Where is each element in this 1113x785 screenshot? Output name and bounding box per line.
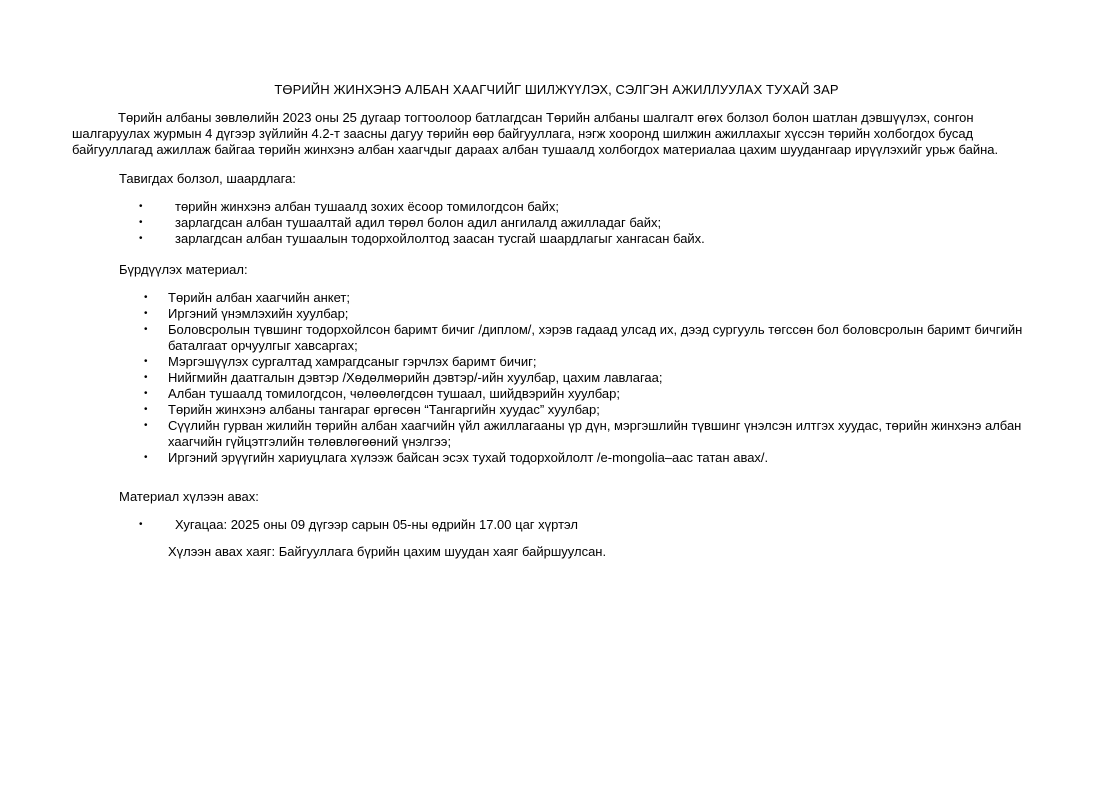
bullet-icon: • bbox=[139, 201, 143, 212]
list-item-text: Нийгмийн даатгалын дэвтэр /Хөдөлмөрийн дэвтэр/-ийн хуулбар, цахим лавлагаа; bbox=[168, 370, 663, 385]
list-item bbox=[144, 418, 1048, 450]
list-item bbox=[144, 386, 1048, 402]
bullet-icon: • bbox=[144, 388, 148, 399]
list-item-text: зарлагдсан албан тушаалтай адил төрөл болон адил ангилалд ажилладаг байх; bbox=[175, 215, 662, 230]
list-item-text: зарлагдсан албан тушаалын тодорхойлолтод заасан тусгай шаардлагыг хангасан байх. bbox=[175, 231, 705, 246]
list-item-text: төрийн жинхэнэ албан тушаалд зохих ёсоор томилогдсон байх; bbox=[175, 199, 559, 214]
list-item bbox=[144, 322, 1048, 354]
bullet-icon: • bbox=[144, 324, 148, 335]
bullet-icon: • bbox=[144, 292, 148, 303]
bullet-icon: • bbox=[144, 420, 148, 431]
deadline-text: Хугацаа: 2025 оны 09 дүгээр сарын 05-ны өдрийн 17.00 цаг хүртэл bbox=[175, 517, 578, 532]
list-item-text: Төрийн жинхэнэ албаны тангараг өргөсөн “Тангаргийн хуудас” хуулбар; bbox=[168, 402, 600, 417]
bullet-icon: • bbox=[144, 356, 148, 367]
list-item bbox=[144, 450, 1048, 466]
bullet-icon: • bbox=[139, 233, 143, 244]
materials-heading: Бүрдүүлэх материал: bbox=[119, 262, 248, 277]
list-item-text: Мэргэшүүлэх сургалтад хамрагдсаныг гэрчлэх баримт бичиг; bbox=[168, 354, 537, 369]
submission-list bbox=[139, 517, 1035, 533]
materials-list bbox=[144, 290, 1048, 466]
bullet-icon: • bbox=[139, 519, 143, 530]
bullet-icon: • bbox=[144, 308, 148, 319]
list-item bbox=[144, 354, 1048, 370]
list-item bbox=[144, 290, 1048, 306]
list-item-text: Төрийн албан хаагчийн анкет; bbox=[168, 290, 350, 305]
list-item bbox=[139, 517, 1035, 533]
list-item bbox=[139, 199, 1035, 215]
list-item bbox=[139, 231, 1035, 247]
submission-address: Хүлээн авах хаяг: Байгууллага бүрийн цахим шуудан хаяг байршуулсан. bbox=[168, 544, 607, 559]
requirements-heading: Тавигдах болзол, шаардлага: bbox=[119, 171, 296, 186]
list-item-text: Сүүлийн гурван жилийн төрийн албан хаагчийн үйл ажиллагааны үр дүн, мэргэшлийн түвшинг үнэлсэн илтгэх хуудас, төрийн жинхэнэ албан хаагчийн гүйцэтгэлийн төлөвлөгөөний үнэлгээ; bbox=[168, 418, 1022, 449]
list-item bbox=[144, 370, 1048, 386]
bullet-icon: • bbox=[144, 452, 148, 463]
list-item-text: Иргэний үнэмлэхийн хуулбар; bbox=[168, 306, 349, 321]
list-item bbox=[144, 402, 1048, 418]
submission-heading: Материал хүлээн авах: bbox=[119, 489, 259, 504]
bullet-icon: • bbox=[139, 217, 143, 228]
list-item bbox=[139, 215, 1035, 231]
document-title: ТӨРИЙН ЖИНХЭНЭ АЛБАН ХААГЧИЙГ ШИЛЖҮҮЛЭХ, СЭЛГЭН АЖИЛЛУУЛАХ ТУХАЙ ЗАР bbox=[274, 82, 839, 97]
list-item-text: Иргэний эрүүгийн хариуцлага хүлээж байсан эсэх тухай тодорхойлолт /e-mongolia–аас татан авах/. bbox=[168, 450, 769, 465]
list-item-text: Албан тушаалд томилогдсон, чөлөөлөгдсөн тушаал, шийдвэрийн хуулбар; bbox=[168, 386, 620, 401]
bullet-icon: • bbox=[144, 404, 148, 415]
list-item-text: Боловсролын түвшинг тодорхойлсон баримт бичиг /диплом/, хэрэв гадаад улсад их, дээд сургууль төгссөн бол боловсролын баримт бичгийн баталгаат орчуулгыг хавсаргах; bbox=[168, 322, 1023, 353]
list-item bbox=[144, 306, 1048, 322]
requirements-list bbox=[139, 199, 1035, 247]
intro-paragraph: Төрийн албаны зөвлөлийн 2023 оны 25 дугаар тогтоолоор батлагдсан Төрийн албаны шалгалт өгөх болзол болон шатлан дэвшүүлэх, сонгон шалгаруулах журмын 4 дүгээр зүйлийн 4.2-т заасны дагуу төрийн өөр байгууллага, нэгж хооронд шилжин ажиллахыг хүссэн төрийн холбогдох бусад байгууллагад ажиллаж байгаа төрийн жинхэнэ албан хаагчдыг дараах албан тушаалд холбогдох материалаа цахим шуудангаар ирүүлэхийг урьж байна. bbox=[72, 110, 999, 157]
bullet-icon: • bbox=[144, 372, 148, 383]
